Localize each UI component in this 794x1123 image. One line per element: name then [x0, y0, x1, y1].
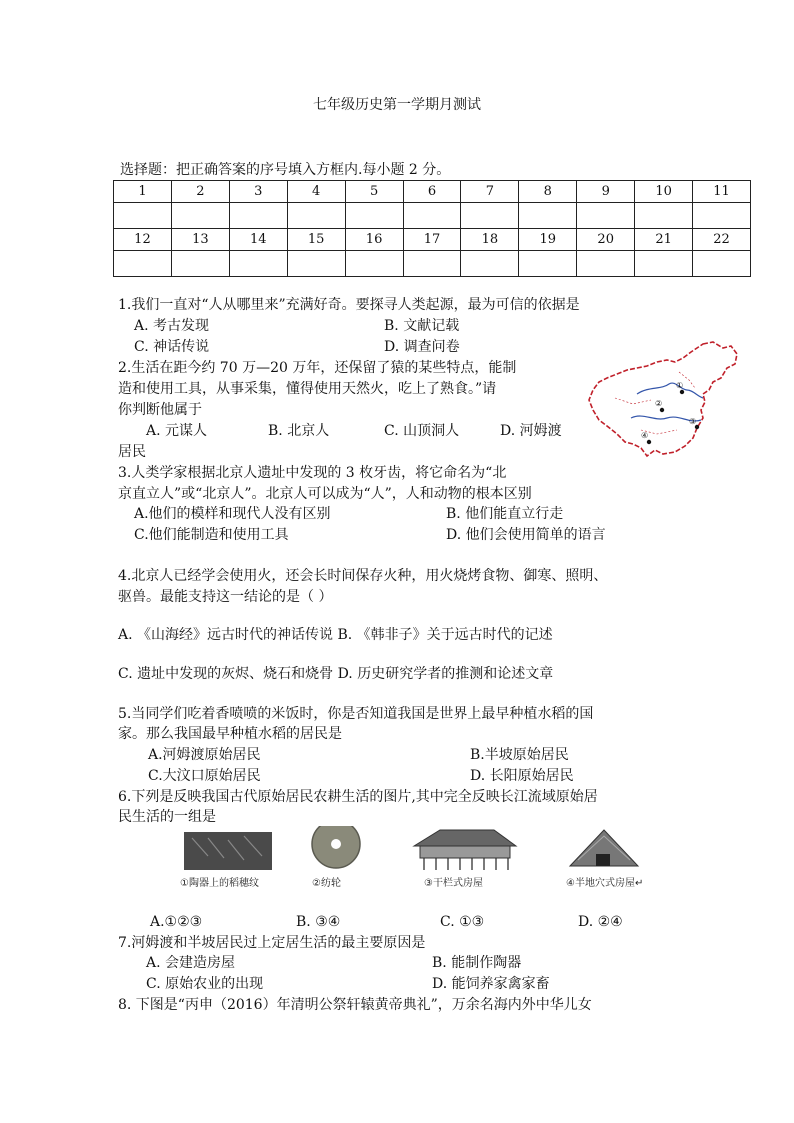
answer-number: 16 [345, 229, 403, 251]
q1-option-b: B. 文献记载 [384, 318, 460, 334]
q4-options-cd: C. 遗址中发现的灰烬、烧石和烧骨 D. 历史研究学者的推测和论述文章 [118, 666, 554, 682]
q4-stem: 驱兽。最能支持这一结论的是（ ） [118, 589, 333, 605]
answer-cell[interactable] [287, 203, 345, 229]
page-title: 七年级历史第一学期月测试 [313, 97, 481, 113]
answer-cell[interactable] [693, 251, 751, 277]
q5-stem: 5.当同学们吃着香喷喷的米饭时，你是否知道我国是世界上最早种植水稻的国 [118, 706, 594, 722]
answer-number: 20 [577, 229, 635, 251]
q1-option-d: D. 调查问卷 [384, 339, 460, 355]
q2-option-c: C. 山顶洞人 [384, 423, 460, 439]
answer-number: 12 [114, 229, 172, 251]
q2-option-d-continued: 居民 [118, 444, 146, 460]
map-site-dot [647, 440, 651, 444]
q3-stem: 3.人类学家根据北京人遗址中发现的 3 枚牙齿，将它命名为“北 [118, 465, 507, 481]
answer-cell[interactable] [345, 251, 403, 277]
q1-stem: 1.我们一直对“人从哪里来”充满好奇。要探寻人类起源，最为可信的依据是 [118, 297, 580, 313]
map-mark: ① [676, 381, 684, 390]
answer-cell[interactable] [461, 251, 519, 277]
answer-number: 21 [635, 229, 693, 251]
map-mark: ③ [689, 417, 697, 426]
q8-stem: 8. 下图是“丙申（2016）年清明公祭轩辕黄帝典礼”，万余名海内外中华儿女 [118, 997, 592, 1013]
answer-cell[interactable] [114, 203, 172, 229]
answer-number: 1 [114, 181, 172, 203]
q7-option-c: C. 原始农业的出现 [146, 976, 264, 992]
answer-cell[interactable] [635, 203, 693, 229]
q7-option-b: B. 能制作陶器 [432, 955, 522, 971]
answer-number: 22 [693, 229, 751, 251]
q6-option-d: D. ②④ [578, 914, 623, 930]
q3-option-d: D. 他们会使用简单的语言 [446, 527, 606, 543]
answer-number: 9 [577, 181, 635, 203]
answer-cell[interactable] [577, 251, 635, 277]
answer-number: 13 [171, 229, 229, 251]
answer-number: 4 [287, 181, 345, 203]
q7-option-d: D. 能饲养家禽家畜 [432, 976, 550, 992]
q5-stem: 家。那么我国最早种植水稻的居民是 [118, 726, 342, 742]
instruction-text: 选择题：把正确答案的序号填入方框内.每小题 2 分。 [120, 162, 451, 178]
answer-number: 2 [171, 181, 229, 203]
q6-stem: 6.下列是反映我国古代原始居民农耕生活的图片,其中完全反映长江流域原始居 [118, 789, 598, 805]
stilt-house-picture [414, 830, 516, 870]
picture-caption: ②纺轮 [312, 878, 341, 889]
q2-stem: 2.生活在距今约 70 万—20 万年，还保留了猿的某些特点，能制 [118, 360, 517, 376]
q3-option-c: C.他们能制造和使用工具 [134, 527, 289, 543]
answer-number: 15 [287, 229, 345, 251]
q4-options-ab: A. 《山海经》远古时代的神话传说 B. 《韩非子》关于远古时代的记述 [118, 627, 553, 643]
answer-cell[interactable] [229, 251, 287, 277]
answer-cell[interactable] [229, 203, 287, 229]
semi-subterranean-house-picture [570, 830, 638, 866]
map-mark: ② [655, 399, 663, 408]
picture-caption: ③干栏式房屋 [424, 878, 483, 889]
picture-caption: ①陶器上的稻穗纹 [180, 878, 259, 889]
q5-option-d: D. 长阳原始居民 [470, 768, 574, 784]
answer-table-row [114, 181, 751, 203]
answer-input-row [114, 251, 751, 277]
q5-option-c: C.大汶口原始居民 [148, 768, 261, 784]
q2-stem: 造和使用工具，从事采集，懂得使用天然火，吃上了熟食。”请 [118, 381, 497, 397]
map-site-dot [680, 390, 684, 394]
answer-cell[interactable] [519, 251, 577, 277]
q5-option-a: A.河姆渡原始居民 [148, 747, 261, 763]
answer-number: 10 [635, 181, 693, 203]
q3-option-a: A.他们的模样和现代人没有区别 [134, 506, 331, 522]
answer-number: 19 [519, 229, 577, 251]
answer-cell[interactable] [171, 203, 229, 229]
q3-option-b: B. 他们能直立行走 [446, 506, 564, 522]
answer-cell[interactable] [519, 203, 577, 229]
q1-option-a: A. 考古发现 [134, 318, 210, 334]
q7-option-a: A. 会建造房屋 [146, 955, 236, 971]
q7-stem: 7.河姆渡和半坡居民过上定居生活的最主要原因是 [118, 935, 426, 951]
q2-option-b: B. 北京人 [268, 423, 330, 439]
china-outline [589, 342, 737, 456]
answer-number: 18 [461, 229, 519, 251]
q6-picture-strip [178, 826, 692, 892]
answer-number: 17 [403, 229, 461, 251]
answer-cell[interactable] [114, 251, 172, 277]
q1-option-c: C. 神话传说 [134, 339, 210, 355]
q6-option-a: A.①②③ [150, 914, 203, 930]
q6-option-b: B. ③④ [296, 914, 341, 930]
pottery-pattern-picture [184, 832, 272, 870]
answer-number: 14 [229, 229, 287, 251]
q2-option-d: D. 河姆渡 [500, 423, 562, 439]
answer-cell[interactable] [635, 251, 693, 277]
q5-option-b: B.半坡原始居民 [470, 747, 569, 763]
q2-option-a: A. 元谋人 [146, 423, 208, 439]
answer-number: 7 [461, 181, 519, 203]
q2-stem: 你判断他属于 [118, 402, 202, 418]
answer-cell[interactable] [403, 203, 461, 229]
map-site-dot [660, 408, 664, 412]
q6-option-c: C. ①③ [440, 914, 485, 930]
answer-input-row [114, 203, 751, 229]
answer-table [113, 180, 751, 277]
q6-stem: 民生活的一组是 [118, 809, 216, 825]
answer-number: 8 [519, 181, 577, 203]
answer-cell[interactable] [693, 203, 751, 229]
answer-number: 3 [229, 181, 287, 203]
answer-number: 6 [403, 181, 461, 203]
answer-number: 5 [345, 181, 403, 203]
answer-cell[interactable] [345, 203, 403, 229]
answer-cell[interactable] [287, 251, 345, 277]
answer-cell[interactable] [171, 251, 229, 277]
answer-cell[interactable] [403, 251, 461, 277]
q4-stem: 4.北京人已经学会使用火，还会长时间保存火种，用火烧烤食物、御寒、照明、 [118, 568, 608, 584]
map-mark: ④ [641, 431, 649, 440]
picture-caption: ④半地穴式房屋↵ [566, 878, 644, 889]
answer-cell[interactable] [577, 203, 635, 229]
answer-cell[interactable] [461, 203, 519, 229]
answer-table-row [114, 229, 751, 251]
q3-stem: 京直立人”或“北京人”。北京人可以成为“人”，人和动物的根本区别 [118, 486, 532, 502]
answer-number: 11 [693, 181, 751, 203]
china-map-image [585, 338, 750, 468]
